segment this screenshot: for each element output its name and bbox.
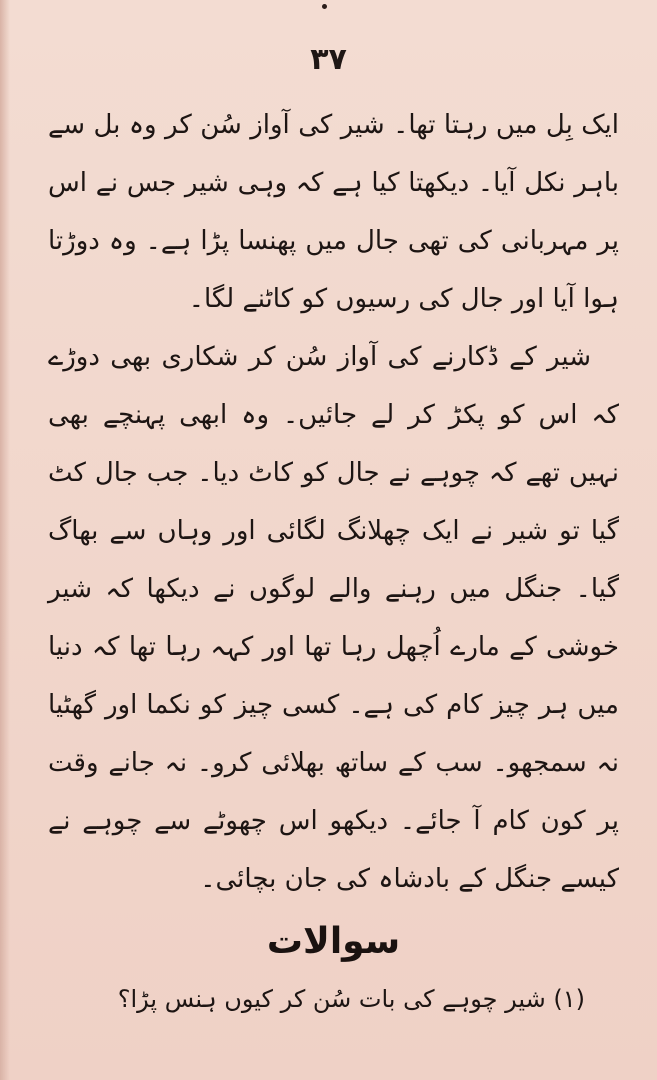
paragraph-2: شیر کے ڈکارنے کی آواز سُن کر شکاری بھی دوڑے کہ اس کو پکڑ کر لے جائیں۔ وہ ابھی پہنچے بھی نہیں تھے کہ چوہے نے جال کو کاٹ دیا۔ جب جال کٹ گیا تو شیر نے ایک چھلانگ لگائی اور وہاں سے بھاگ گیا۔ جنگل میں رہنے والے لوگوں نے دیکھا کہ شیر خوشی کے مارے اُچھل رہا تھا اور کہہ رہا تھا کہ دنیا میں ہر چیز کام کی ہے۔ کسی چیز کو نکما اور گھٹیا نہ سمجھو۔ سب کے ساتھ بھلائی کرو۔ نہ جانے وقت پر کون کام آ جائے۔ دیکھو اس چھوٹے سے چوہے نے کیسے جنگل کے بادشاہ کی جان بچائی۔ <box>48 342 619 894</box>
binding-mark <box>322 4 327 9</box>
story-text <box>48 96 619 1024</box>
paragraph-1: ایک بِل میں رہتا تھا۔ شیر کی آواز سُن کر وہ بل سے باہر نکل آیا۔ دیکھتا کیا ہے کہ وہی شیر جس نے اس پر مہربانی کی تھی جال میں پھنسا پڑا ہے۔ وہ دوڑتا ہوا آیا اور جال کی رسیوں کو کاٹنے لگا۔ <box>48 110 619 314</box>
page-shadow-edge <box>0 0 10 1080</box>
questions-heading: سوالات <box>266 921 401 962</box>
question-1: (۱) شیر چوہے کی بات سُن کر کیوں ہنس پڑا؟ <box>117 985 585 1013</box>
page-number: ۳۷ <box>310 42 347 77</box>
